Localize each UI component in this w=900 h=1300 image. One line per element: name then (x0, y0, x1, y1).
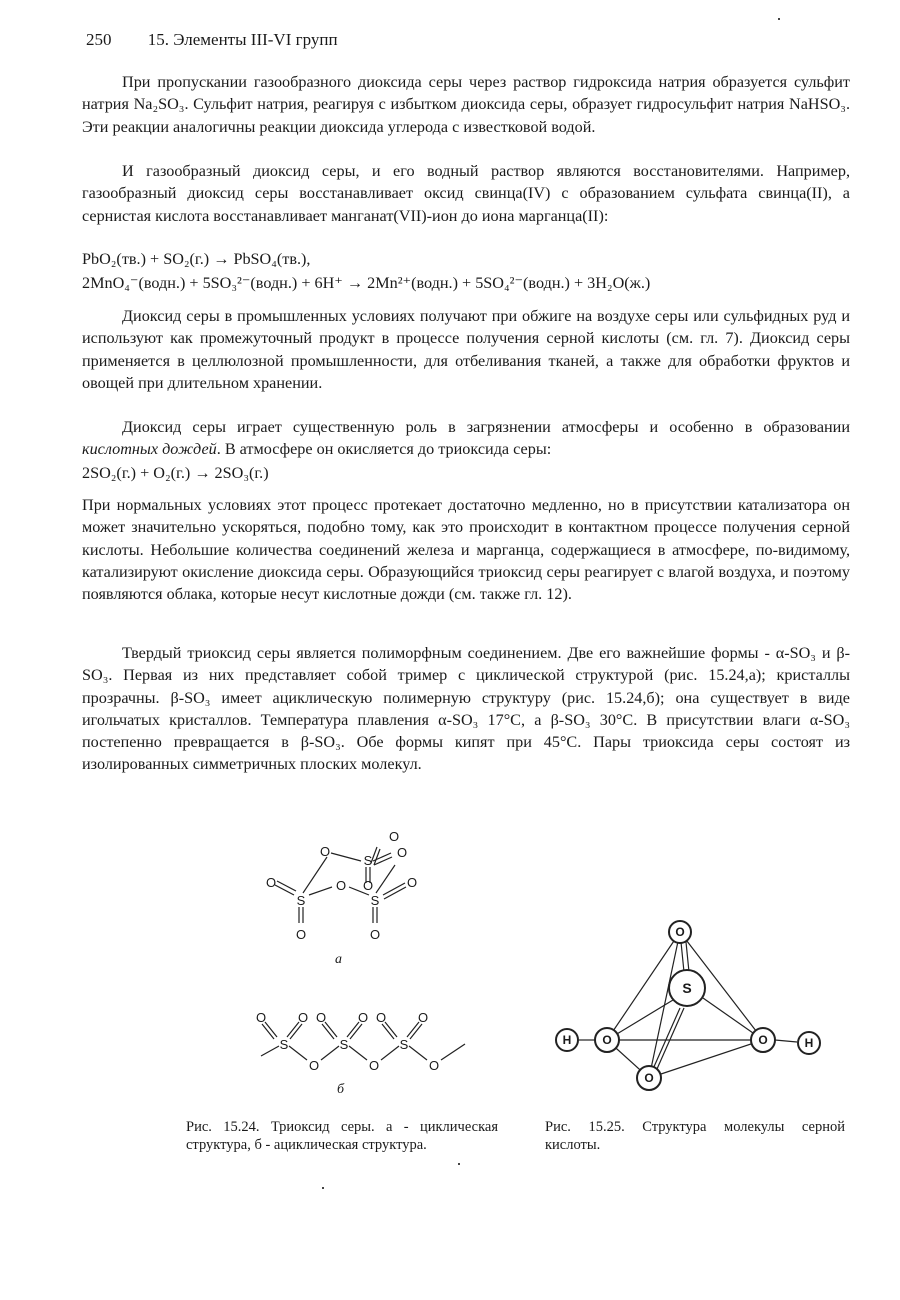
equation-3: 2SO₂(г.) + O₂(г.) → 2SO₃(г.) (82, 464, 269, 482)
oxygen-atom: O (428, 1058, 440, 1073)
paragraph-4-end: . В атмосфере он окисляется до триоксида серы: (216, 440, 552, 459)
paragraph-6 (82, 642, 850, 776)
bond-line (277, 881, 296, 891)
bond-line (775, 1040, 797, 1042)
paragraph-5-text: При нормальных условиях этот процесс протекает достаточно медленно, но в присутствии катализатора он может значительно ускоряться, подобно тому, как это происходит в контактном процессе получения серной кислоты. Небольшие количества соединений железа и марганца, содержащиеся в атмосфере, по-видимому, катализируют окисление диоксида серы. Образующийся триоксид серы реагирует с влагой воздуха, и поэтому появляются облака, которые несут кислотные дожди (см. также гл. 12). (82, 496, 850, 604)
oxygen-atom: O (602, 1033, 612, 1047)
paragraph-4-text (82, 416, 850, 461)
acid-rain-term: кислотных дождей (82, 440, 217, 459)
oxygen-atom: O (308, 1058, 320, 1073)
scan-speck (322, 1187, 324, 1189)
bond-line (376, 865, 395, 893)
sulfur-atom: S (399, 1037, 409, 1052)
bond-line (373, 853, 391, 861)
paragraph-4-start: Диоксид серы играет существенную роль в загрязнении атмосферы и особенно в образовании (122, 418, 850, 436)
oxygen-atom: O (758, 1033, 768, 1047)
bond-line (275, 885, 294, 895)
paragraph-6-text: Твердый триоксид серы является полиморфным соединением. Две его важнейшие формы - α-SO₃ и β-SO₃. Первая из них представляет собой тример с циклической структурой (рис. 15.24,а); кристаллы прозрачны. β-SO₃ имеет ациклическую полимерную структуру (рис. 15.24,б); она существует в виде игольчатых кристаллов. Температура плавления α-SO₃ 17°C, а β-SO₃ 30°C. В присутствии влаги α-SO₃ постепенно превращается в β-SO₃. Обе формы кипят при 45°C. Пары триоксида серы состоят из изолированных симметричных плоских молекул. (82, 644, 850, 774)
bond-line (409, 1046, 427, 1060)
oxygen-atom: O (375, 1010, 387, 1025)
equation-1: PbO₂(тв.) + SO₂(г.) → PbSO₄(тв.), (82, 250, 311, 268)
bond-line (309, 887, 332, 895)
oxygen-atom: O (265, 875, 277, 890)
bond-line (349, 1046, 367, 1060)
oxygen-atom: O (362, 878, 374, 893)
paragraph-3 (82, 305, 850, 394)
sulfur-atom: S (339, 1037, 349, 1052)
bond-line (381, 1046, 399, 1060)
sulfur-atom: S (296, 893, 306, 908)
sulfur-atom: S (370, 893, 380, 908)
paragraph-2-text: И газообразный диоксид серы, и его водный раствор являются восстановителями. Например, газообразный диоксид серы восстанавливает оксид свинца(IV) с образованием сульфата свинца(II), а сернистая кислота восстанавливает манганат(VII)-ион до иона марганца(II): (82, 162, 850, 225)
bond-line (261, 1046, 279, 1056)
oxygen-atom: O (369, 927, 381, 942)
paragraph-4 (82, 416, 850, 461)
scan-speck (458, 1163, 460, 1165)
oxygen-atom: O (388, 829, 400, 844)
oxygen-atom: O (319, 844, 331, 859)
hydrogen-atom: H (804, 1036, 814, 1050)
oxygen-atom: O (335, 878, 347, 893)
oxygen-atom: O (675, 925, 685, 939)
oxygen-atom: O (406, 875, 418, 890)
paragraph-1-text: При пропускании газообразного диоксида серы через раствор гидроксида натрия образуется сульфит натрия Na₂SO₃. Сульфит натрия, реагируя с избытком диоксида серы, образует гидросульфит натрия NaHSO₃. Эти реакции аналогичны реакции диоксида углерода с известковой водой. (82, 73, 850, 136)
paragraph-3-text: Диоксид серы в промышленных условиях получают при обжиге на воздухе серы или сульфидных руд и используют как промежуточный продукт в процессе получения серной кислоты (см. гл. 7). Диоксид серы применяется в целлюлозной промышленности, для отбеливания тканей, а также для обработки фруктов и овощей при длительном хранении. (82, 307, 850, 392)
oxygen-atom: O (368, 1058, 380, 1073)
caption-figure-15-24: Рис. 15.24. Триоксид серы. а - циклическая структура, б - ациклическая структура. (186, 1119, 498, 1153)
oxygen-atom: O (297, 1010, 309, 1025)
page-number: 250 (86, 30, 112, 49)
hydrogen-atom: H (562, 1033, 572, 1047)
figure-label-b: б (337, 1082, 345, 1097)
oxygen-atom: O (644, 1071, 654, 1085)
figure-15-24b-acyclic-polymer (255, 1008, 475, 1083)
oxygen-atom: O (295, 927, 307, 942)
equation-2: 2MnO₄⁻(водн.) + 5SO₃²⁻(водн.) + 6H⁺ → 2Mn²⁺(водн.) + 5SO₄²⁻(водн.) + 3H₂O(ж.) (82, 274, 651, 292)
bond-line (289, 1046, 307, 1060)
oxygen-atom: O (417, 1010, 429, 1025)
page-header (86, 30, 338, 50)
oxygen-atom: O (357, 1010, 369, 1025)
oxygen-atom: O (255, 1010, 267, 1025)
running-title: 15. Элементы III-VI групп (147, 30, 338, 49)
sulfur-atom: S (363, 853, 373, 868)
paragraph-2 (82, 160, 850, 227)
figure-label-a: а (335, 952, 342, 967)
caption-figure-15-25: Рис. 15.25. Структура молекулы серной кислоты. (545, 1119, 845, 1153)
sulfur-atom: S (279, 1037, 289, 1052)
bond-line (303, 857, 327, 893)
figure-15-24a-cyclic-trimer (255, 815, 435, 945)
paragraph-1 (82, 71, 850, 138)
paragraph-5 (82, 494, 850, 605)
bond-line (331, 853, 361, 861)
bond-line (441, 1044, 465, 1060)
bond-line (321, 1046, 339, 1060)
figure-15-25-sulfuric-acid (545, 910, 835, 1100)
oxygen-atom: O (315, 1010, 327, 1025)
sulfur-atom: S (682, 980, 692, 996)
oxygen-atom: O (396, 845, 408, 860)
bond-line (649, 1040, 763, 1078)
scan-speck (778, 18, 780, 20)
